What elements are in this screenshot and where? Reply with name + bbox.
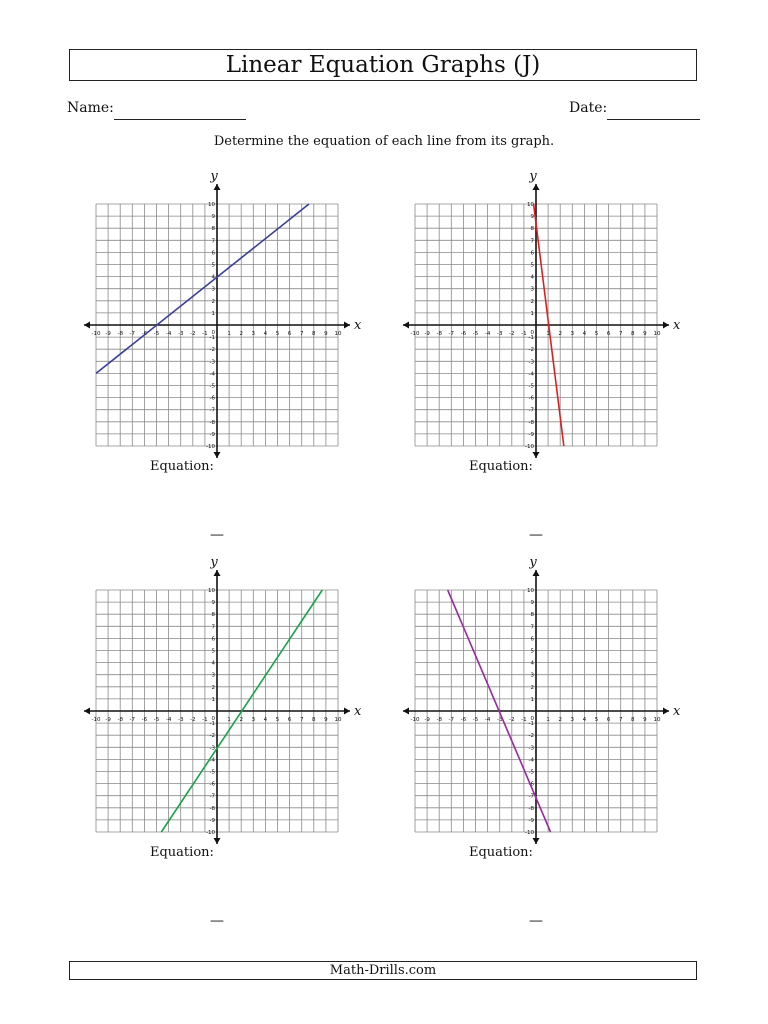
x-tick-label: 10 <box>653 331 661 337</box>
x-tick-label: -3 <box>496 331 503 337</box>
y-tick-label: 7 <box>211 624 215 631</box>
x-tick-label: -9 <box>105 331 111 337</box>
y-tick-label: -6 <box>209 395 215 402</box>
x-tick-label: 4 <box>263 331 268 337</box>
x-tick-label: 9 <box>324 717 328 723</box>
y-tick-label: 5 <box>530 648 534 655</box>
y-axis-label: y <box>529 555 537 570</box>
y-axis-arrow-down <box>214 452 221 458</box>
x-tick-label: 6 <box>287 331 292 337</box>
x-tick-label: -5 <box>153 331 160 337</box>
y-tick-label: 6 <box>211 636 215 643</box>
graph-1 <box>84 169 362 458</box>
origin-label: 0 <box>211 716 215 722</box>
y-tick-label: 5 <box>530 262 534 269</box>
y-tick-label: 9 <box>530 214 534 221</box>
y-tick-label: 6 <box>530 636 534 643</box>
y-tick-label: -3 <box>528 359 534 366</box>
equation-label-2: Equation: <box>469 459 533 474</box>
x-axis-label: x <box>673 704 681 719</box>
x-tick-label: 10 <box>334 717 342 723</box>
y-tick-label: -8 <box>528 805 534 812</box>
y-tick-label: -5 <box>528 383 534 390</box>
x-tick-label: -1 <box>521 331 527 337</box>
y-tick-label: -3 <box>209 359 215 366</box>
y-tick-label: 2 <box>530 298 534 305</box>
x-tick-label: 1 <box>227 331 231 337</box>
y-tick-label: -9 <box>528 817 534 824</box>
equation-label-1: Equation: <box>150 459 214 474</box>
y-tick-label: 7 <box>530 238 534 245</box>
x-tick-label: -5 <box>472 717 479 723</box>
y-tick-label: 9 <box>530 600 534 607</box>
y-axis-arrow-up <box>214 184 221 190</box>
x-tick-label: -5 <box>153 717 160 723</box>
y-tick-label: -7 <box>209 407 215 414</box>
x-tick-label: -9 <box>424 331 430 337</box>
y-tick-label: 2 <box>211 298 215 305</box>
y-tick-label: -9 <box>528 431 534 438</box>
x-tick-label: 6 <box>287 717 292 723</box>
answer-line-2[interactable]: — <box>529 527 543 543</box>
x-tick-label: -7 <box>448 331 455 337</box>
x-tick-label: 5 <box>594 717 599 723</box>
x-tick-label: -6 <box>141 717 148 723</box>
x-tick-label: -10 <box>91 331 101 337</box>
x-tick-label: 1 <box>227 717 231 723</box>
y-tick-label: 4 <box>211 274 215 281</box>
y-tick-label: 8 <box>211 226 215 233</box>
x-tick-label: 3 <box>251 331 256 337</box>
y-tick-label: -10 <box>525 830 534 836</box>
y-tick-label: -1 <box>209 721 215 728</box>
y-tick-label: -2 <box>209 733 215 740</box>
x-tick-label: -8 <box>436 717 442 723</box>
x-tick-label: 3 <box>570 717 575 723</box>
x-tick-label: 7 <box>299 717 304 723</box>
x-tick-label: -8 <box>117 717 123 723</box>
y-tick-label: -8 <box>209 805 215 812</box>
x-tick-label: 1 <box>546 717 550 723</box>
x-tick-label: -9 <box>424 717 430 723</box>
x-tick-label: -4 <box>484 717 491 723</box>
y-tick-label: -10 <box>206 444 215 450</box>
x-axis-arrow-left <box>403 322 409 329</box>
answer-line-4[interactable]: — <box>529 913 543 929</box>
y-tick-label: 10 <box>208 588 215 594</box>
y-tick-label: 5 <box>211 648 215 655</box>
x-tick-label: 2 <box>558 717 562 723</box>
x-tick-label: 10 <box>653 717 661 723</box>
y-tick-label: -2 <box>209 347 215 354</box>
x-tick-label: -3 <box>177 331 184 337</box>
y-tick-label: -7 <box>209 793 215 800</box>
y-tick-label: 4 <box>530 274 534 281</box>
x-tick-label: 8 <box>631 331 635 337</box>
y-tick-label: 3 <box>211 672 215 679</box>
y-tick-label: -4 <box>209 371 215 378</box>
y-tick-label: 9 <box>211 214 215 221</box>
y-tick-label: -3 <box>528 745 534 752</box>
x-tick-label: 8 <box>631 717 635 723</box>
x-tick-label: 5 <box>275 717 280 723</box>
y-tick-label: -5 <box>528 769 534 776</box>
x-tick-label: -2 <box>190 717 196 723</box>
y-tick-label: -4 <box>209 757 215 764</box>
x-tick-label: -10 <box>410 717 420 723</box>
x-tick-label: -4 <box>484 331 491 337</box>
x-axis-arrow-right <box>344 322 350 329</box>
x-tick-label: -8 <box>436 331 442 337</box>
date-label: Date: <box>569 100 608 116</box>
x-tick-label: -9 <box>105 717 111 723</box>
x-axis-label: x <box>354 704 362 719</box>
x-tick-label: -4 <box>165 717 172 723</box>
y-tick-label: 1 <box>211 696 215 703</box>
x-tick-label: 5 <box>275 331 280 337</box>
x-tick-label: 2 <box>239 331 243 337</box>
x-axis-label: x <box>354 318 362 333</box>
y-tick-label: 1 <box>530 310 534 317</box>
y-axis-label: y <box>210 169 218 184</box>
y-tick-label: 4 <box>530 660 534 667</box>
y-tick-label: -4 <box>528 757 534 764</box>
y-axis-label: y <box>529 169 537 184</box>
y-axis-arrow-up <box>214 570 221 576</box>
answer-line-3[interactable]: — <box>210 913 224 929</box>
y-tick-label: -9 <box>209 431 215 438</box>
y-tick-label: 6 <box>211 250 215 257</box>
y-tick-label: -10 <box>525 444 534 450</box>
equation-label-3: Equation: <box>150 845 214 860</box>
x-tick-label: 9 <box>324 331 328 337</box>
x-tick-label: -3 <box>177 717 184 723</box>
x-tick-label: 2 <box>558 331 562 337</box>
x-tick-label: 4 <box>263 717 268 723</box>
x-tick-label: 6 <box>606 331 611 337</box>
x-tick-label: -3 <box>496 717 503 723</box>
y-tick-label: 7 <box>530 624 534 631</box>
y-tick-label: -3 <box>209 745 215 752</box>
x-tick-label: 3 <box>570 331 575 337</box>
y-tick-label: -1 <box>528 335 534 342</box>
y-tick-label: 7 <box>211 238 215 245</box>
y-tick-label: 3 <box>530 672 534 679</box>
y-tick-label: -1 <box>528 721 534 728</box>
y-tick-label: 10 <box>527 202 534 208</box>
x-tick-label: 5 <box>594 331 599 337</box>
y-tick-label: 3 <box>211 286 215 293</box>
y-tick-label: 1 <box>211 310 215 317</box>
y-tick-label: -10 <box>206 830 215 836</box>
y-tick-label: 10 <box>527 588 534 594</box>
x-tick-label: -10 <box>91 717 101 723</box>
x-tick-label: 4 <box>582 331 587 337</box>
x-tick-label: 4 <box>582 717 587 723</box>
x-tick-label: 3 <box>251 717 256 723</box>
y-tick-label: -2 <box>528 347 534 354</box>
footer: Math-Drills.com <box>69 961 697 980</box>
y-tick-label: 1 <box>530 696 534 703</box>
x-axis-arrow-right <box>663 708 669 715</box>
y-tick-label: -9 <box>209 817 215 824</box>
y-tick-label: -1 <box>209 335 215 342</box>
x-tick-label: 8 <box>312 331 316 337</box>
y-tick-label: 2 <box>211 684 215 691</box>
x-tick-label: 2 <box>239 717 243 723</box>
origin-label: 0 <box>530 330 534 336</box>
y-tick-label: -2 <box>528 733 534 740</box>
x-axis-label: x <box>673 318 681 333</box>
y-tick-label: -5 <box>209 769 215 776</box>
x-tick-label: -2 <box>509 717 515 723</box>
y-tick-label: 8 <box>530 612 534 619</box>
x-axis-arrow-right <box>344 708 350 715</box>
graph-4 <box>403 555 681 844</box>
origin-label: 0 <box>530 716 534 722</box>
y-tick-label: 2 <box>530 684 534 691</box>
y-tick-label: 5 <box>211 262 215 269</box>
y-tick-label: -8 <box>528 419 534 426</box>
x-tick-label: -5 <box>472 331 479 337</box>
worksheet-title: Linear Equation Graphs (J) <box>69 49 697 81</box>
x-tick-label: -4 <box>165 331 172 337</box>
y-axis-arrow-down <box>533 452 540 458</box>
y-tick-label: 9 <box>211 600 215 607</box>
y-tick-label: 4 <box>211 660 215 667</box>
graph-2 <box>403 169 681 458</box>
x-axis-arrow-left <box>84 708 90 715</box>
x-tick-label: -8 <box>117 331 123 337</box>
x-axis-arrow-right <box>663 322 669 329</box>
x-tick-label: 7 <box>618 331 623 337</box>
x-tick-label: 7 <box>618 717 623 723</box>
x-tick-label: 9 <box>643 717 647 723</box>
x-tick-label: 1 <box>546 331 550 337</box>
y-tick-label: -6 <box>528 781 534 788</box>
y-tick-label: -4 <box>528 371 534 378</box>
y-axis-arrow-down <box>533 838 540 844</box>
x-tick-label: -6 <box>460 331 467 337</box>
x-tick-label: 8 <box>312 717 316 723</box>
y-axis-arrow-down <box>214 838 221 844</box>
y-tick-label: -7 <box>528 407 534 414</box>
y-axis-arrow-up <box>533 570 540 576</box>
x-tick-label: 6 <box>606 717 611 723</box>
x-tick-label: -6 <box>460 717 467 723</box>
y-tick-label: -8 <box>209 419 215 426</box>
x-axis-arrow-left <box>84 322 90 329</box>
x-tick-label: -2 <box>509 331 515 337</box>
y-tick-label: -5 <box>209 383 215 390</box>
x-tick-label: 9 <box>643 331 647 337</box>
x-tick-label: -1 <box>202 717 208 723</box>
x-tick-label: 7 <box>299 331 304 337</box>
y-tick-label: -7 <box>528 793 534 800</box>
name-label: Name: <box>67 100 114 116</box>
x-tick-label: -10 <box>410 331 420 337</box>
y-tick-label: 3 <box>530 286 534 293</box>
y-axis-label: y <box>210 555 218 570</box>
x-tick-label: -7 <box>448 717 455 723</box>
x-tick-label: -1 <box>521 717 527 723</box>
graph-3 <box>84 555 362 844</box>
x-tick-label: -1 <box>202 331 208 337</box>
y-tick-label: 10 <box>208 202 215 208</box>
x-axis-arrow-left <box>403 708 409 715</box>
x-tick-label: -6 <box>141 331 148 337</box>
x-tick-label: -2 <box>190 331 196 337</box>
y-tick-label: -6 <box>528 395 534 402</box>
x-tick-label: 10 <box>334 331 342 337</box>
y-tick-label: -6 <box>209 781 215 788</box>
answer-line-1[interactable]: — <box>210 527 224 543</box>
equation-label-4: Equation: <box>469 845 533 860</box>
x-tick-label: -7 <box>129 331 136 337</box>
y-tick-label: 8 <box>211 612 215 619</box>
y-tick-label: 6 <box>530 250 534 257</box>
y-axis-arrow-up <box>533 184 540 190</box>
instructions: Determine the equation of each line from its graph. <box>213 134 555 149</box>
y-tick-label: 8 <box>530 226 534 233</box>
origin-label: 0 <box>211 330 215 336</box>
x-tick-label: -7 <box>129 717 136 723</box>
